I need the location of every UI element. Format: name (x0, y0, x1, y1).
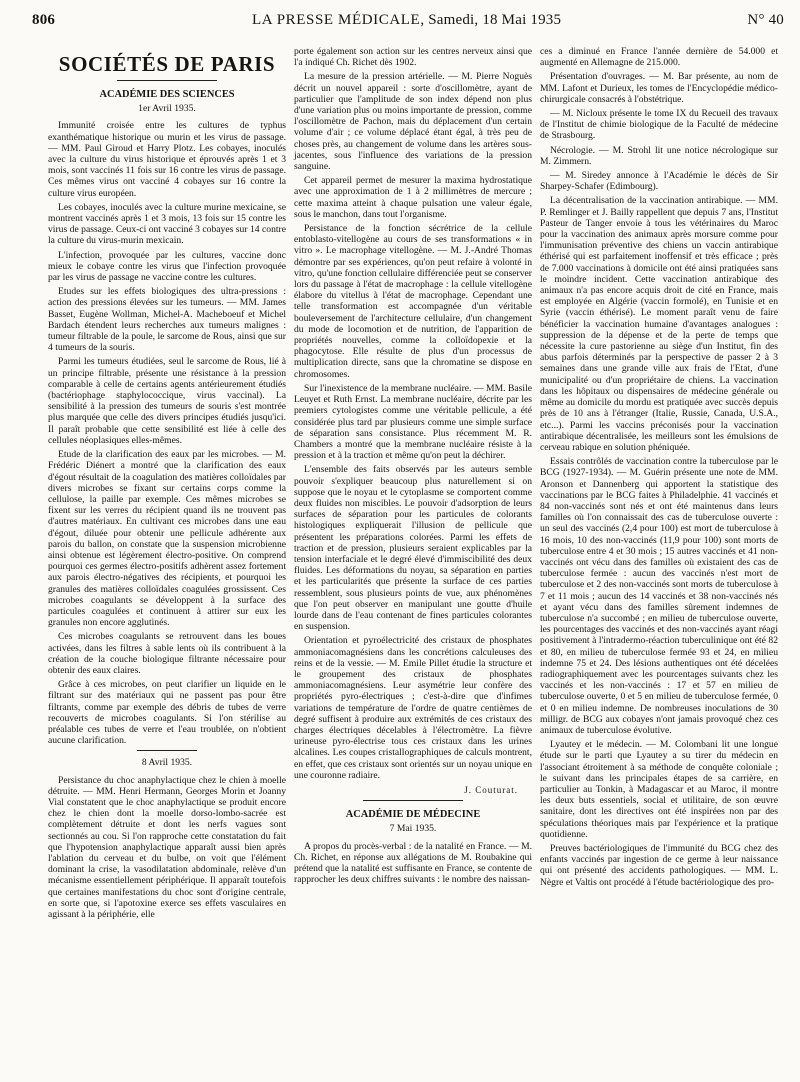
section-title: SOCIÉTÉS DE PARIS (58, 52, 276, 76)
session-date: 7 Mai 1935. (389, 823, 437, 835)
academy-heading: ACADÉMIE DES SCIENCES (99, 89, 235, 100)
title-rule (117, 80, 217, 81)
article-paragraph: Cet appareil permet de mesurer la maxima hydrostatique avec une approximation de 1 à 2 millimètres de mercure ; cette maxima atteint à chaque pulsation une valeur égale, sous le manchon, dans tout l'organisme. (294, 175, 532, 220)
academy-heading: ACADÉMIE DE MÉDECINE (345, 809, 481, 821)
article-paragraph: A propos du procès-verbal : de la natalité en France. — M. Ch. Richet, en réponse aux allégations de M. Roubakine qui prétend que la natalité est suffisante en France, se contente de rapprocher les deux chiffres suivants : le nombre des naissan- (294, 840, 532, 886)
article-paragraph: Grâce à ces microbes, on peut clarifier un liquide en le filtrant sur des matériaux qui ne passent pas pour être filtrants, comme par exemple des débris de tubes de verre recouverts de microbes coagulants. Si l'on stérilise au préalable ces tubes de verre et l'eau troublée, on n'obtient aucune clarification. (48, 679, 286, 747)
article-paragraph: Parmi les tumeurs étudiées, seul le sarcome de Rous, lié à un principe filtrable, présente une résistance à la pression comparable à celle de certains agents antérieurement étudiés (bactériophage staphylococcique, virus vaccinal). La sensibilité à la pression des tumeurs de souris s'est montrée plus marquée que celle des divers principes étudiés jusqu'ici. Il paraît probable que cette sensibilité est liée à celle des cellules néoplasiques elles-mêmes. (48, 356, 286, 446)
article-paragraph: Persistance du choc anaphylactique chez le chien à moelle détruite. — MM. Henri Hermann, Georges Morin et Joanny Vial constatent que le choc anaphylactique se produit encore chez le chien dont la moelle dorso-lombo-sacrée est complètement détruite et dont les nerfs vagues sont sectionnés au cou. Si l'on rapproche cette constatation du fait que l'hypotension anaphylactique apparaît aussi bien après l'ablation du cerveau et du bulbe, on voit que l'élément dominant la crise, la vasodilatation abdominale, relève d'un mécanisme essentiellement périphérique. Il apparaît toutefois que certaines manifestations du choc sont d'origine centrale, en sorte que, si l'apotoxine exerce ses effets vasculaires en agissant à la périphérie, elle (48, 774, 286, 921)
signature: J. Couturat. (464, 785, 518, 795)
article-paragraph: Etude de la clarification des eaux par les microbes. — M. Frédéric Diénert a montré que la clarification des eaux d'égout résultait de la coagulation des matières colloïdales par divers microbes se fixant sur certains corps comme la cellulose, la paille par exemple. Ces mêmes microbes se fixent sur les verres du récipient quand ils ne trouvent pas d'autres matériaux. En cultivant ces microbes dans une eau d'égout, diluée pour obtenir une pellicule adhérente aux parois du ballon, on constate que la suspension microbienne ainsi obtenue est légèrement électro-positive. On comprend pourquoi ces germes électro-positifs adhèrent assez fortement aux parois électro-négatives des récipients, et pourquoi les granules des matières colloïdales coagulées grossissent. Ces microbes coagulants se développent à la surface des particules coagulées et continuent à attirer sur eux les granules non encore agglutinés. (48, 449, 286, 629)
page-number: 806 (32, 12, 56, 28)
article-paragraph: porte également son action sur les centres nerveux ainsi que l'a indiqué Ch. Richet dès 1902. (294, 46, 532, 69)
article-paragraph: Etudes sur les effets biologiques des ultra-pressions : action des pressions élevées sur les tumeurs. — MM. James Basset, Eugène Wollman, Michel-A. Macheboeuf et Michel Bardach étendent leurs recherches aux tumeurs malignes : tumeur filtrable de la poule, le sarcome de Rous, ainsi que sur 4 tumeurs de la souris. (48, 286, 286, 354)
article-paragraph: Les cobayes, inoculés avec la culture murine mexicaine, se montrent vaccinés après 1 et 3 mois, 13 fois sur 15 contre les virus de passage. Ceux-ci ont vacciné 3 cobayes sur 14 contre la culture du virus-murin mexicain. (48, 201, 286, 247)
article-paragraph: Immunité croisée entre les cultures de typhus exanthématique historique ou murin et les virus de passage. — MM. Paul Giroud et Harry Plotz. Les cobayes, inoculés avec la culture du virus historique et éprouvés après 1 et 3 mois, sont vaccinés 11 fois sur 16 contre les virus de passage. Ces mêmes virus ont vacciné 4 cobayes sur 16 contre la culture virus européen. (48, 120, 286, 199)
article-paragraph: Preuves bactériologiques de l'immunité du BCG chez des enfants vaccinés par ingestion de ce germe à leur naissance qui ont présenté des accidents pathologiques. — MM. L. Nègre et Valtis ont procédé à l'étude bactériologique des pro- (540, 843, 778, 888)
article-paragraph: Ces microbes coagulants se retrouvent dans les boues activées, dans les filtres à sable lents où ils contribuent à la création de la couche biologique filtrante nécessaire pour obtenir des eaux claires. (48, 631, 286, 676)
article-paragraph: Lyautey et le médecin. — M. Colombani lit une longue étude sur le parti que Lyautey a su tirer du médecin en l'associant étroitement à sa méthode de conquête coloniale ; le suivant dans les principales étapes de sa carrière, en particulier au Tonkin, à Madagascar et au Maroc, il montre les deux buts essentiels, social et utilitaire, de son œuvre sanitaire, dont les directives ont été inspirées non par des spéculations théoriques mais par l'expérience et la pratique quotidienne. (540, 739, 778, 840)
column-3 (540, 46, 778, 891)
column-1 (48, 46, 286, 923)
article-paragraph: Sur l'inexistence de la membrane nucléaire. — MM. Basile Leuyet et Ruth Ernst. La membrane nucléaire, décrite par les premiers cytologistes comme une véritable pellicule, a été considérée plus tard par plusieurs comme une simple surface de séparation sans consistance. Plus récemment M. R. Chambers a montré que la membrane nucléaire résiste à la pression et à la traction et même qu'on peut la déchirer. (294, 382, 532, 462)
article-paragraph: Essais contrôlés de vaccination contre la tuberculose par le BCG (1927-1934). — M. Guérin présente une note de MM. Aronson et Dannenberg qui apportent la statistique des vaccinations par le BCG faites à Philadelphie. 41 vaccinés et 84 non-vaccinés sont nés et ont été maintenus dans leurs familles où l'on connaissait des cas de tuberculose ouverte : un seul des vaccinés (2,4 pour 100) est mort de tuberculose à 16 mois, 10 des non-vaccinés (11,9 pour 100) sont morts de tuberculose entre 4 et 30 mois ; 15 autres vaccinés et 41 non-vaccinés ont vécu dans des familles où existaient des cas de tuberculose fermée : aucun des vaccinés n'est mort de tuberculose et 2 des non-vaccinés sont morts de tuberculose à 7 et 11 mois ; aucun des 14 vaccinés et 38 non-vaccinés nés et ayant vécu dans des familles sûrement indemnes de tuberculose n'a succombé ; en milieu de tuberculose ouverte, les pourcentages des vaccinés et des non-vaccinés ayant réagi positivement à l'intradermo-réaction tuberculinique ont été 82 et 80, en milieu de tuberculose fermée 93 et 24, en milieu indemne 75 et 24. Des lésions authentiques ont été décelées radiographiquement avec les pourcentages suivants chez les vaccinés et les non-vaccinés : 17 et 57 en milieu de tuberculose ouverte, 0 et 5 en milieu de tuberculose fermée, 0 et 0 en milieu indemne. De nombreuses inoculations de 30 milligr. de BCG aux cobayes n'ont jamais provoqué chez ces animaux de tuberculose évolutive. (540, 456, 778, 736)
article-paragraph: — M. Siredey annonce à l'Académie le décès de Sir Sharpey-Schafer (Edimbourg). (540, 170, 778, 193)
article-paragraph: La décentralisation de la vaccination antirabique. — MM. P. Remlinger et J. Bailly rappellent que depuis 7 ans, l'Institut Pasteur de Tanger envoie à tous les vétérinaires du Maroc pour la vaccination des animaux après morsure comme pour l'immunisation préventive des chiens un vaccin antirabique éthérisé qui est parfaitement inoffensif et très efficace ; près de 7.000 vaccinations à domicile ont été ainsi pratiquées sans le moindre incident. Cette vaccination antirabique des animaux n'a pas encore acquis droit de cité en France, mais est employée en Algérie (vaccin formolé), en Tunisie et en Syrie (vaccin éthérisé). Le moment paraît venu de faire bénéficier la vaccination humaine d'avantages analogues : suppression de la dépense et de la perte de temps que nécessite la cure pastorienne au siège d'un Institut, fin des abus parfois déterminés par la perspective de passer 2 à 3 semaines dans une grande ville aux frais de l'Etat, d'une municipalité ou d'un propriétaire de chiens. La vaccination dans les hôpitaux ou dispensaires de médecine générale ou même au domicile du mordu est pratiquée avec succès depuis près de 10 ans à l'étranger (Italie, Russie, Canada, U.S.A., etc...). Parmi les vaccins préconisés pour la vaccination antirabique décentralisée, les meilleurs sont les émulsions de cerveau rabique en solution phéniquée. (540, 195, 778, 453)
article-paragraph: ces a diminué en France l'année dernière de 54.000 et augmenté en Allemagne de 215.000. (540, 46, 778, 69)
page-header (32, 12, 784, 34)
article-paragraph: La mesure de la pression artérielle. — M. Pierre Noguès décrit un nouvel appareil : sorte d'oscillomètre, ayant de particulier que l'amplitude de son index dépend non plus d'une variation plus ou moins importante de pression, comme l'oscillomètre de Pachon, mais du déplacement d'un certain volume d'air ; ce volume déplacé étant égal, à très peu de choses près, au changement de volume dans les artères sous-jacentes, sous l'influence des variations de la pression sanguine. (294, 71, 532, 173)
separator-rule (137, 750, 197, 751)
article-paragraph: Persistance de la fonction sécrétrice de la cellule entoblasto-vitellogène au cours de ses transformations « in vitro ». Le macrophage vitellogène. — M. J.-André Thomas démontre par ses expériences, qu'on peut refaire à volonté in vitro, qu'une fonction cellulaire différenciée peut se conserver lors du passage à l'état de macrophage : la cellule vitellogène élabore du vitellus à l'état de macrophage. Cependant une telle transformation est accompagnée d'un véritable bouleversement de l'architecture cellulaire, d'un changement du mode de locomotion et de nutrition, de l'apparition de propriétés nouvelles, comme la colloïdopexie et la phagocytose. Elle résulte de plus d'un processus de multiplication directe, sans que la chromatine se dispose en chromosomes. (294, 223, 532, 380)
journal-name: LA PRESSE MÉDICALE (252, 12, 421, 28)
issue-number: N° 40 (747, 12, 784, 28)
session-date: 1er Avril 1935. (138, 103, 196, 115)
article-paragraph: Nécrologie. — M. Strohl lit une notice nécrologique sur M. Zimmern. (540, 144, 778, 167)
article-paragraph: — M. Nicloux présente le tome IX du Recueil des travaux de l'Institut de chimie biologique de la Faculté de médecine de Strasbourg. (540, 108, 778, 142)
article-paragraph: Présentation d'ouvrages. — M. Bar présente, au nom de MM. Lafont et Durieux, les tomes de l'Encyclopédie médico-chirurgicale consacrés à l'obstétrique. (540, 71, 778, 105)
article-paragraph: L'ensemble des faits observés par les auteurs semble pouvoir s'expliquer beaucoup plus naturellement si on suppose que le noyau et le cytoplasme se comportent comme deux fluides non miscibles. Le pouvoir d'adsorption de leurs surfaces de séparation pour les particules de colorants histologiques expliquerait l'illusion de pellicule que présentent les préparations colorées. Parmi les effets de traction et de pression, plusieurs seraient explicables par la tension interfaciale et le degré élevé d'immiscibilité des deux fluides. Les déformations du noyau, sa séparation en parties et les particularités que présente la surface de ces parties ressemblent, sous plusieurs points de vue, aux phénomènes que l'on peut observer en manipulant une goutte d'huile lourde dans de l'eau contenant de fines particules colorantes en suspension. (294, 464, 532, 633)
journal-title (252, 12, 561, 29)
separator-rule (363, 800, 463, 801)
issue-date: , Samedi, 18 Mai 1935 (420, 12, 562, 28)
article-paragraph: Orientation et pyroélectricité des cristaux de phosphates ammoniacomagnésiens dans les concrétions calculeuses des reins et de la vessie. — M. Emile Pillet étudie la structure et le groupement des cristaux de phosphates ammoniacomagnésiens. Leur asymétrie leur confère des propriétés pyro-électriques ; c'est-à-dire que d'infimes variations de température de l'ordre de quatre centièmes de degré suffisent à produire aux extrémités de ces cristaux des charges électriques décelables à l'électromètre. La fièvre urineuse pyro-électrise tous ces cristaux dans les urines alcalines. Les coupes cristallographiques de calculs montrent, en effet, que ces cristaux sont orientés sur un noyau unique en une couronne radiaire. (294, 635, 532, 781)
article-paragraph: L'infection, provoquée par les cultures, vaccine donc mieux le cobaye contre les virus que l'infection provoquée par les virus de passage ne vaccine contre les cultures. (48, 249, 286, 284)
column-2 (294, 46, 532, 888)
session-date: 8 Avril 1935. (141, 757, 193, 769)
